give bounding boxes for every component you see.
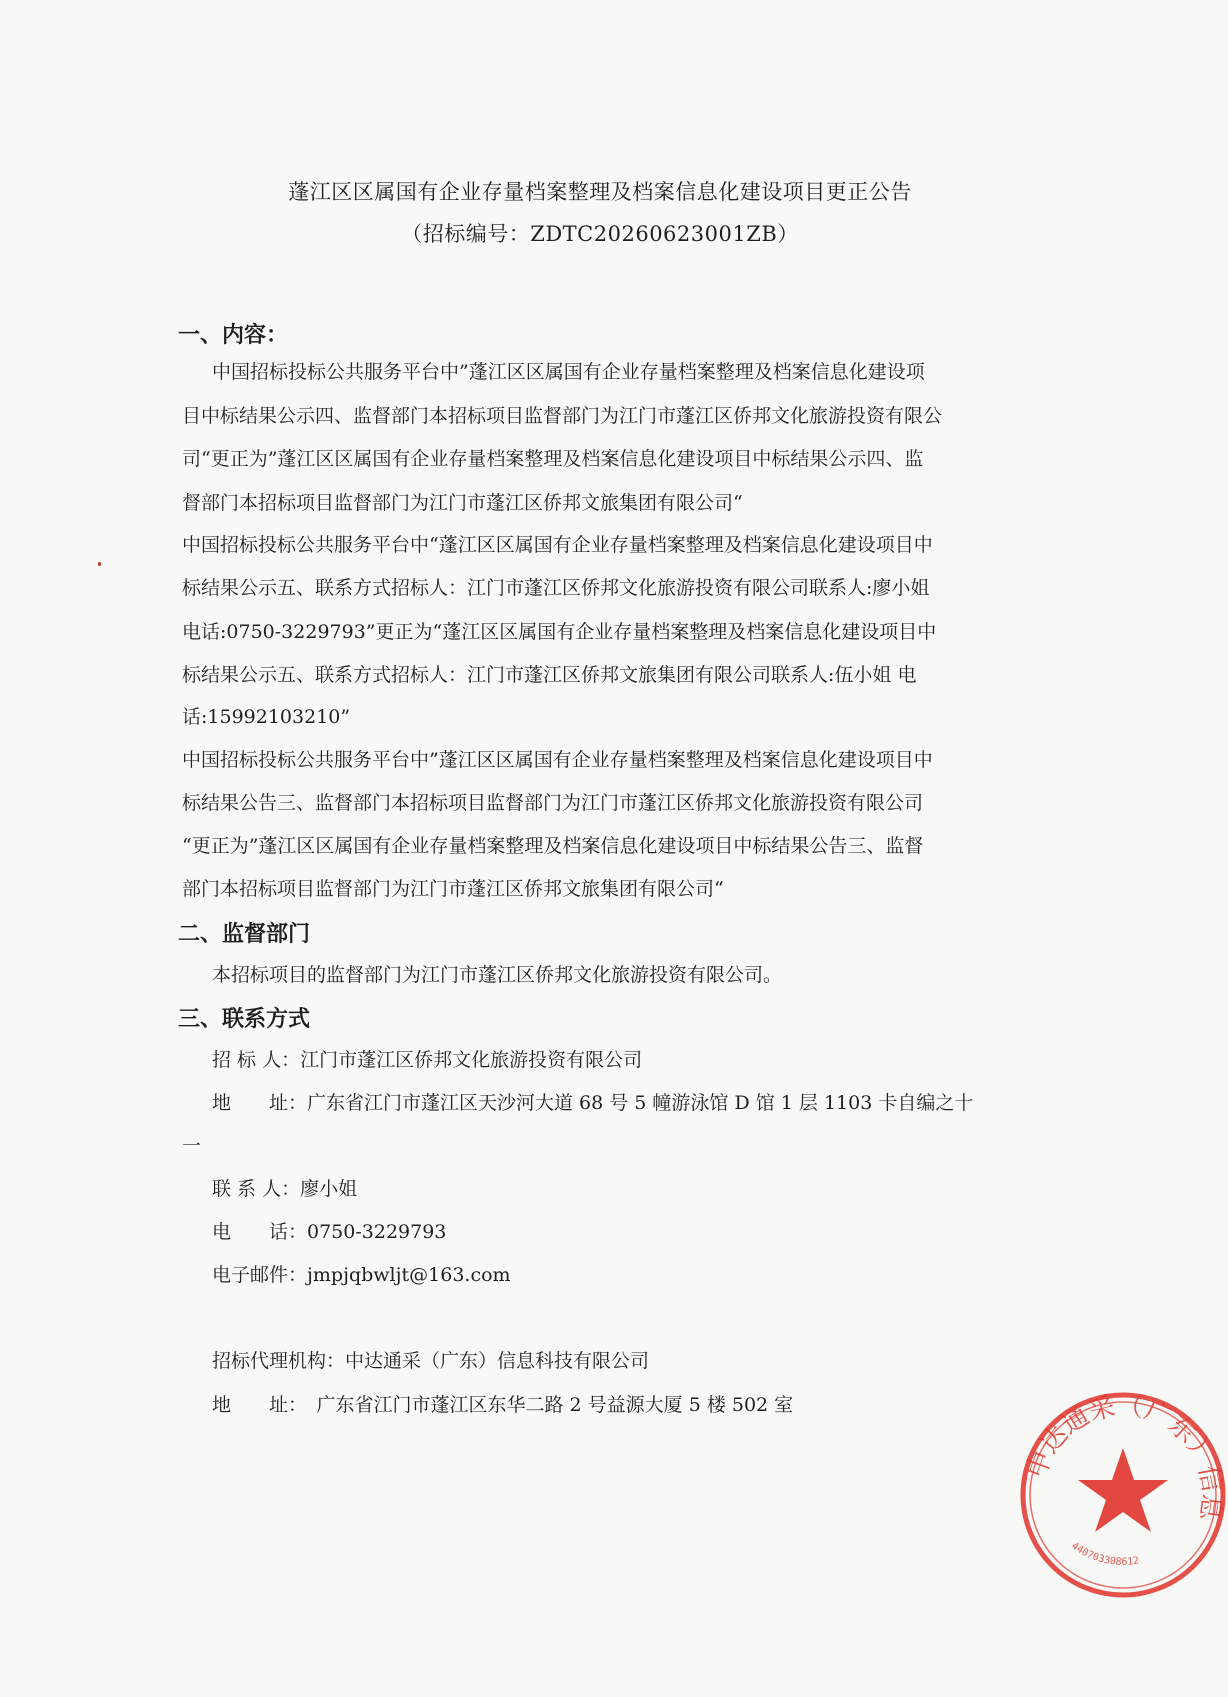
content-line: 中国招标投标公共服务平台中”蓬江区区属国有企业存量档案整理及档案信息化建设项目中 [182, 749, 933, 771]
section-3-heading: 三、联系方式 [178, 1007, 311, 1032]
content-line: 标结果公示五、联系方式招标人：江门市蓬江区侨邦文旅集团有限公司联系人:伍小姐 电 [182, 664, 917, 686]
content-line: 司“更正为”蓬江区区属国有企业存量档案整理及档案信息化建设项目中标结果公示四、监 [182, 448, 924, 470]
section-1-heading: 一、内容： [178, 323, 289, 348]
company-seal-icon [1018, 1390, 1228, 1600]
content-line: 话:15992103210” [182, 706, 351, 728]
content-line: 部门本招标项目监督部门为江门市蓬江区侨邦文旅集团有限公司“ [182, 878, 724, 900]
contact-row: 电 话：0750-3229793 [212, 1221, 447, 1243]
contact-row: 联 系 人：廖小姐 [212, 1178, 358, 1200]
content-line: “更正为”蓬江区区属国有企业存量档案整理及档案信息化建设项目中标结果公告三、监督 [182, 835, 924, 857]
content-line: 目中标结果公示四、监督部门本招标项目监督部门为江门市蓬江区侨邦文化旅游投资有限公 [182, 405, 943, 427]
content-line: 标结果公示五、联系方式招标人：江门市蓬江区侨邦文化旅游投资有限公司联系人:廖小姐 [182, 577, 930, 599]
contact-row: 地 址：广东省江门市蓬江区天沙河大道 68 号 5 幢游泳馆 D 馆 1 层 1103 卡自编之十 [212, 1092, 974, 1114]
bid-number: （招标编号：ZDTC20260623001ZB） [401, 222, 799, 246]
contact-row: 一 [182, 1135, 202, 1157]
content-line: 督部门本招标项目监督部门为江门市蓬江区侨邦文旅集团有限公司“ [182, 492, 743, 514]
contact-row: 招 标 人：江门市蓬江区侨邦文化旅游投资有限公司 [212, 1049, 643, 1071]
content-line: 标结果公告三、监督部门本招标项目监督部门为江门市蓬江区侨邦文化旅游投资有限公司 [182, 792, 924, 814]
section-2-heading: 二、监督部门 [178, 922, 311, 947]
supervision-text: 本招标项目的监督部门为江门市蓬江区侨邦文化旅游投资有限公司。 [212, 964, 783, 986]
svg-text:中达通采（广东）信息: 中达通采（广东）信息 [1021, 1391, 1227, 1523]
svg-text:440703308612: 440703308612 [1069, 1540, 1140, 1568]
content-line: 中国招标投标公共服务平台中“蓬江区区属国有企业存量档案整理及档案信息化建设项目中 [182, 534, 933, 556]
content-line: 电话:0750-3229793”更正为“蓬江区区属国有企业存量档案整理及档案信息化建设项目中 [182, 621, 937, 643]
document-title: 蓬江区区属国有企业存量档案整理及档案信息化建设项目更正公告 [288, 180, 912, 204]
ink-speck [98, 562, 101, 566]
contact-row: 电子邮件：jmpjqbwljt@163.com [212, 1264, 511, 1286]
agency-row: 招标代理机构：中达通采（广东）信息科技有限公司 [212, 1350, 650, 1372]
content-line: 中国招标投标公共服务平台中”蓬江区区属国有企业存量档案整理及档案信息化建设项 [212, 361, 925, 383]
agency-row: 地 址： 广东省江门市蓬江区东华二路 2 号益源大厦 5 楼 502 室 [212, 1394, 794, 1416]
